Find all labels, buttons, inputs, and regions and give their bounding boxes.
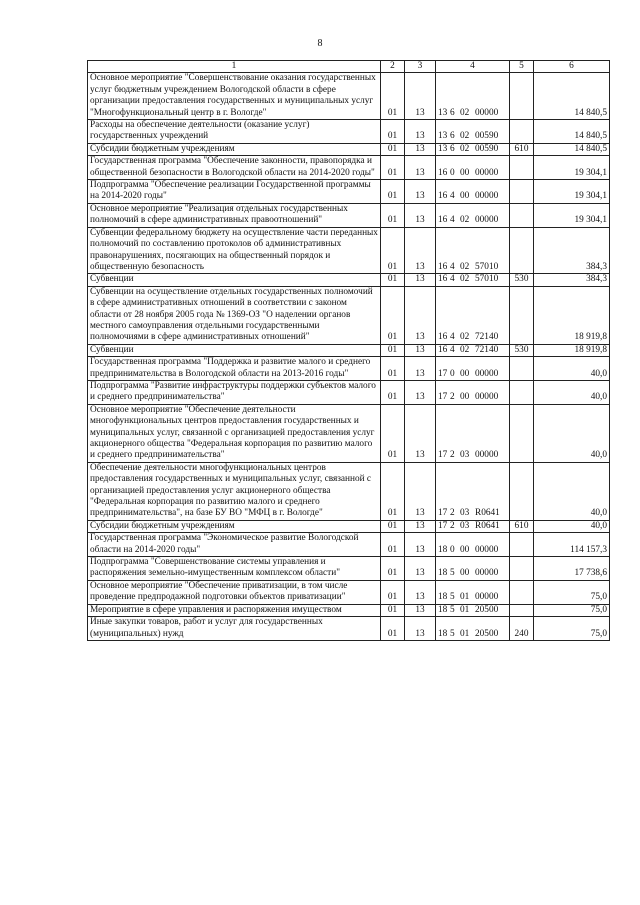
row-name: Подпрограмма "Развитие инфраструктуры поддержки субъектов малого и среднего предпринимательства" (88, 380, 381, 404)
subsection-code: 13 (405, 604, 436, 616)
amount: 40,0 (534, 462, 610, 520)
row-name: Государственная программа "Обеспечение законности, правопорядка и общественной безопасности в Вологодской области на 2014-2020 годы" (88, 156, 381, 180)
code-part: 02 (460, 215, 470, 226)
table-row (88, 143, 610, 155)
code-part: 16 (438, 191, 448, 202)
table-row (88, 404, 610, 462)
code-part: 02 (460, 131, 470, 142)
row-name: Субвенции (88, 344, 381, 356)
code-part: 01 (460, 604, 470, 615)
subsection-code: 13 (405, 557, 436, 581)
table-body (88, 73, 610, 641)
table-row (88, 520, 610, 532)
code-part: 00000 (475, 191, 499, 202)
code-part: 4 (450, 191, 455, 202)
amount: 40,0 (534, 380, 610, 404)
section-code: 01 (381, 274, 405, 286)
code-part: 02 (460, 332, 470, 343)
code-part: 18 (438, 568, 448, 579)
target-article-code (436, 143, 510, 155)
table-row (88, 604, 610, 616)
target-article-code (436, 533, 510, 557)
header-col-5: 5 (510, 61, 534, 73)
amount: 19 304,1 (534, 203, 610, 227)
subsection-code: 13 (405, 227, 436, 274)
row-name: Основное мероприятие "Обеспечение приватизации, в том числе проведение предпродажной подготовки объектов приватизации" (88, 580, 381, 604)
code-part: 72140 (475, 332, 499, 343)
expense-type-code (510, 120, 534, 144)
target-article-code (436, 180, 510, 204)
code-part: 01 (460, 592, 470, 603)
code-part: 03 (460, 450, 470, 461)
expense-type-code (510, 286, 534, 344)
row-name: Субвенции (88, 274, 381, 286)
expense-type-code (510, 580, 534, 604)
subsection-code: 13 (405, 180, 436, 204)
subsection-code: 13 (405, 462, 436, 520)
code-part: 4 (450, 215, 455, 226)
target-article-code (436, 380, 510, 404)
row-name: Обеспечение деятельности многофункциональных центров предоставления государственных и муниципальных услуг, связанной с организацией предоставления услуг акционерного общества "Федеральная корпорация по развитию малого и среднего предпринимательства", на базе БУ ВО "МФЦ в г. Вологде" (88, 462, 381, 520)
table-row (88, 156, 610, 180)
code-part: 16 (438, 332, 448, 343)
amount: 19 304,1 (534, 180, 610, 204)
code-part: R0641 (475, 508, 500, 519)
row-name: Основное мероприятие "Совершенствование оказания государственных услуг бюджетным учреждением Вологодской области в сфере организации предоставления государственных и муниципальных услуг "Многофункциональный центр в г. Вологде" (88, 73, 381, 120)
row-name: Государственная программа "Экономическое развитие Вологодской области на 2014-2020 годы" (88, 533, 381, 557)
table-row (88, 357, 610, 381)
code-part: 20500 (475, 604, 499, 615)
code-part: 00 (460, 392, 470, 403)
section-code: 01 (381, 73, 405, 120)
row-name: Основное мероприятие "Обеспечение деятельности многофункциональных центров предоставления государственных и муниципальных услуг, связанной с организацией предоставления услуг акционерного общества "Федеральная корпорация по развитию малого и среднего предпринимательства" (88, 404, 381, 462)
code-part: 18 (438, 544, 448, 555)
row-name: Субвенции на осуществление отдельных государственных полномочий в сфере административных отношений в соответствии с законом области от 28 ноября 2005 года № 1369-ОЗ "О наделении органов местного самоуправления отдельными государственными полномочиями в сфере административных отношений" (88, 286, 381, 344)
subsection-code: 13 (405, 156, 436, 180)
amount: 40,0 (534, 520, 610, 532)
amount: 17 738,6 (534, 557, 610, 581)
expense-type-code: 530 (510, 274, 534, 286)
code-part: 16 (438, 274, 448, 285)
row-name: Государственная программа "Поддержка и развитие малого и среднего предпринимательства в Вологодской области на 2013-2016 годы" (88, 357, 381, 381)
code-part: 01 (460, 628, 470, 639)
target-article-code (436, 73, 510, 120)
subsection-code: 13 (405, 73, 436, 120)
section-code: 01 (381, 286, 405, 344)
page-number: 8 (317, 38, 323, 49)
code-part: 4 (450, 344, 455, 355)
amount: 14 840,5 (534, 143, 610, 155)
section-code: 01 (381, 357, 405, 381)
code-part: 02 (460, 274, 470, 285)
target-article-code (436, 462, 510, 520)
row-name: Мероприятие в сфере управления и распоряжения имуществом (88, 604, 381, 616)
table-row (88, 344, 610, 356)
section-code: 01 (381, 604, 405, 616)
code-part: 18 (438, 628, 448, 639)
expense-type-code (510, 380, 534, 404)
section-code: 01 (381, 156, 405, 180)
target-article-code (436, 156, 510, 180)
header-col-3: 3 (405, 61, 436, 73)
code-part: 5 (450, 592, 455, 603)
target-article-code (436, 120, 510, 144)
header-col-6: 6 (534, 61, 610, 73)
code-part: 57010 (475, 261, 499, 272)
target-article-code (436, 227, 510, 274)
row-name: Иные закупки товаров, работ и услуг для государственных (муниципальных) нужд (88, 617, 381, 641)
code-part: 03 (460, 508, 470, 519)
subsection-code: 13 (405, 580, 436, 604)
table-row (88, 286, 610, 344)
code-part: 00000 (475, 450, 499, 461)
row-name: Расходы на обеспечение деятельности (оказание услуг) государственных учреждений (88, 120, 381, 144)
code-part: 17 (438, 520, 448, 531)
code-part: 0 (450, 368, 455, 379)
table-row (88, 580, 610, 604)
code-part: 00000 (475, 368, 499, 379)
section-code: 01 (381, 380, 405, 404)
subsection-code: 13 (405, 380, 436, 404)
code-part: 16 (438, 215, 448, 226)
subsection-code: 13 (405, 286, 436, 344)
amount: 14 840,5 (534, 120, 610, 144)
code-part: 16 (438, 344, 448, 355)
code-part: 00 (460, 368, 470, 379)
expense-type-code: 240 (510, 617, 534, 641)
section-code: 01 (381, 344, 405, 356)
table-row (88, 227, 610, 274)
row-name: Субсидии бюджетным учреждениям (88, 520, 381, 532)
code-part: 02 (460, 344, 470, 355)
code-part: 00590 (475, 131, 499, 142)
code-part: 2 (450, 508, 455, 519)
expense-type-code: 530 (510, 344, 534, 356)
expense-type-code (510, 557, 534, 581)
code-part: 2 (450, 520, 455, 531)
target-article-code (436, 274, 510, 286)
amount: 384,3 (534, 274, 610, 286)
code-part: 2 (450, 450, 455, 461)
code-part: 00000 (475, 215, 499, 226)
code-part: 0 (450, 167, 455, 178)
code-part: 18 (438, 592, 448, 603)
table-row (88, 462, 610, 520)
code-part: 20500 (475, 628, 499, 639)
code-part: 00590 (475, 143, 499, 154)
target-article-code (436, 357, 510, 381)
code-part: 00 (460, 568, 470, 579)
subsection-code: 13 (405, 120, 436, 144)
code-part: 4 (450, 274, 455, 285)
code-part: 00000 (475, 107, 499, 118)
budget-table (87, 60, 610, 641)
table-row (88, 180, 610, 204)
code-part: 00000 (475, 544, 499, 555)
expense-type-code (510, 73, 534, 120)
target-article-code (436, 286, 510, 344)
subsection-code: 13 (405, 344, 436, 356)
code-part: 6 (450, 107, 455, 118)
code-part: R0641 (475, 520, 500, 531)
code-part: 03 (460, 520, 470, 531)
table-row (88, 380, 610, 404)
subsection-code: 13 (405, 404, 436, 462)
row-name: Подпрограмма "Совершенствование системы управления и распоряжения земельно-имущественным комплексом области" (88, 557, 381, 581)
code-part: 2 (450, 392, 455, 403)
expense-type-code (510, 462, 534, 520)
expense-type-code (510, 357, 534, 381)
code-part: 02 (460, 143, 470, 154)
code-part: 5 (450, 568, 455, 579)
subsection-code: 13 (405, 143, 436, 155)
code-part: 00000 (475, 592, 499, 603)
expense-type-code (510, 404, 534, 462)
header-col-1: 1 (88, 61, 381, 73)
code-part: 02 (460, 107, 470, 118)
table-row (88, 617, 610, 641)
expense-type-code (510, 604, 534, 616)
code-part: 6 (450, 143, 455, 154)
section-code: 01 (381, 533, 405, 557)
target-article-code (436, 617, 510, 641)
code-part: 13 (438, 107, 448, 118)
row-name: Подпрограмма "Обеспечение реализации Государственной программы на 2014-2020 годы" (88, 180, 381, 204)
amount: 114 157,3 (534, 533, 610, 557)
subsection-code: 13 (405, 520, 436, 532)
code-part: 4 (450, 261, 455, 272)
section-code: 01 (381, 203, 405, 227)
expense-type-code (510, 180, 534, 204)
code-part: 00 (460, 167, 470, 178)
subsection-code: 13 (405, 357, 436, 381)
subsection-code: 13 (405, 203, 436, 227)
row-name: Основное мероприятие "Реализация отдельных государственных полномочий в сфере административных правоотношений" (88, 203, 381, 227)
amount: 384,3 (534, 227, 610, 274)
target-article-code (436, 404, 510, 462)
section-code: 01 (381, 580, 405, 604)
code-part: 00000 (475, 167, 499, 178)
target-article-code (436, 520, 510, 532)
target-article-code (436, 604, 510, 616)
expense-type-code: 610 (510, 520, 534, 532)
code-part: 5 (450, 604, 455, 615)
section-code: 01 (381, 462, 405, 520)
subsection-code: 13 (405, 533, 436, 557)
code-part: 4 (450, 332, 455, 343)
section-code: 01 (381, 227, 405, 274)
amount: 40,0 (534, 404, 610, 462)
code-part: 5 (450, 628, 455, 639)
code-part: 0 (450, 544, 455, 555)
code-part: 00000 (475, 392, 499, 403)
section-code: 01 (381, 520, 405, 532)
header-col-2: 2 (381, 61, 405, 73)
row-name: Субсидии бюджетным учреждениям (88, 143, 381, 155)
code-part: 57010 (475, 274, 499, 285)
code-part: 72140 (475, 344, 499, 355)
code-part: 00000 (475, 568, 499, 579)
subsection-code: 13 (405, 617, 436, 641)
amount: 14 840,5 (534, 73, 610, 120)
table-row (88, 120, 610, 144)
amount: 75,0 (534, 617, 610, 641)
table-row (88, 203, 610, 227)
amount: 19 304,1 (534, 156, 610, 180)
code-part: 6 (450, 131, 455, 142)
code-part: 00 (460, 544, 470, 555)
target-article-code (436, 580, 510, 604)
amount: 75,0 (534, 580, 610, 604)
code-part: 16 (438, 167, 448, 178)
code-part: 16 (438, 261, 448, 272)
table-row (88, 533, 610, 557)
amount: 18 919,8 (534, 286, 610, 344)
expense-type-code (510, 533, 534, 557)
target-article-code (436, 203, 510, 227)
amount: 18 919,8 (534, 344, 610, 356)
section-code: 01 (381, 143, 405, 155)
target-article-code (436, 344, 510, 356)
row-name: Субвенции федеральному бюджету на осуществление части переданных полномочий по составлению протоколов об административных правонарушениях, посягающих на общественный порядок и общественную безопасность (88, 227, 381, 274)
code-part: 02 (460, 261, 470, 272)
target-article-code (436, 557, 510, 581)
code-part: 00 (460, 191, 470, 202)
amount: 75,0 (534, 604, 610, 616)
code-part: 17 (438, 392, 448, 403)
code-part: 17 (438, 368, 448, 379)
section-code: 01 (381, 180, 405, 204)
section-code: 01 (381, 404, 405, 462)
section-code: 01 (381, 557, 405, 581)
code-part: 13 (438, 131, 448, 142)
table-row (88, 557, 610, 581)
expense-type-code: 610 (510, 143, 534, 155)
expense-type-code (510, 227, 534, 274)
code-part: 17 (438, 508, 448, 519)
code-part: 18 (438, 604, 448, 615)
header-row (88, 61, 610, 73)
code-part: 13 (438, 143, 448, 154)
expense-type-code (510, 156, 534, 180)
subsection-code: 13 (405, 274, 436, 286)
table-row (88, 274, 610, 286)
code-part: 17 (438, 450, 448, 461)
header-col-4: 4 (436, 61, 510, 73)
amount: 40,0 (534, 357, 610, 381)
section-code: 01 (381, 120, 405, 144)
table-row (88, 73, 610, 120)
section-code: 01 (381, 617, 405, 641)
expense-type-code (510, 203, 534, 227)
